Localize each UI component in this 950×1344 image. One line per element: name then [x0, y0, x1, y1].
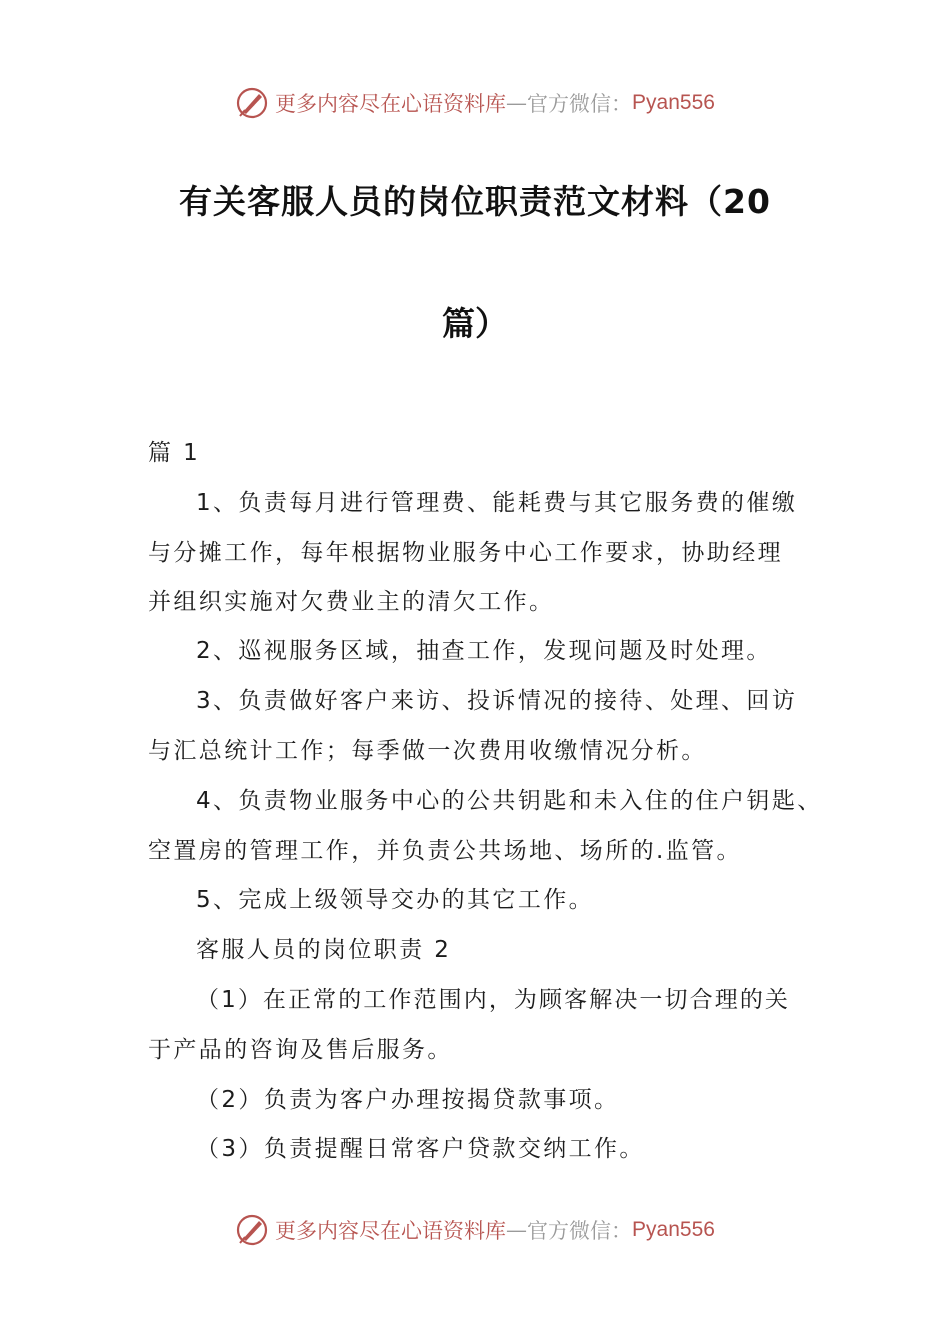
banner-main-text: 更多内容尽在心语资料库 [275, 92, 507, 116]
body-line: （2）负责为客户办理按揭贷款事项。 [196, 1087, 620, 1113]
body-line: 与汇总统计工作；每季做一次费用收缴情况分析。 [148, 738, 707, 764]
body-line: （1）在正常的工作范围内，为顾客解决一切合理的关 [196, 987, 791, 1013]
footer-watermark-banner [0, 1210, 950, 1250]
banner-sub-text: 官方微信： [527, 1219, 633, 1243]
quill-logo-icon [235, 86, 269, 120]
banner-dash: — [506, 91, 528, 115]
banner-sub-text: 官方微信： [527, 92, 633, 116]
body-line: 空置房的管理工作，并负责公共场地、场所的.监管。 [148, 838, 742, 864]
banner-dash: — [506, 1218, 528, 1242]
body-line: 于产品的咨询及售后服务。 [148, 1037, 453, 1063]
body-line: 1、负责每月进行管理费、能耗费与其它服务费的催缴 [196, 490, 798, 516]
body-line: 5、完成上级领导交办的其它工作。 [196, 887, 595, 913]
section-heading-1: 篇 1 [148, 440, 201, 466]
body-line: 3、负责做好客户来访、投诉情况的接待、处理、回访 [196, 688, 798, 714]
body-line: 4、负责物业服务中心的公共钥匙和未入住的住户钥匙、 [196, 788, 823, 814]
quill-logo-icon [235, 1213, 269, 1247]
body-line: 2、巡视服务区域，抽查工作，发现问题及时处理。 [196, 638, 772, 664]
banner-wechat-id: Pyan556 [632, 1218, 715, 1241]
document-title-line-1: 有关客服人员的岗位职责范文材料（20 [179, 182, 771, 221]
body-line: 与分摊工作，每年根据物业服务中心工作要求，协助经理 [148, 540, 783, 566]
header-watermark-banner [0, 83, 950, 123]
section-heading-2: 客服人员的岗位职责 2 [196, 937, 452, 963]
banner-main-text: 更多内容尽在心语资料库 [275, 1219, 507, 1243]
body-line: （3）负责提醒日常客户贷款交纳工作。 [196, 1136, 645, 1162]
document-title-line-2: 篇） [442, 304, 508, 343]
banner-wechat-id: Pyan556 [632, 91, 715, 114]
body-line: 并组织实施对欠费业主的清欠工作。 [148, 589, 555, 615]
